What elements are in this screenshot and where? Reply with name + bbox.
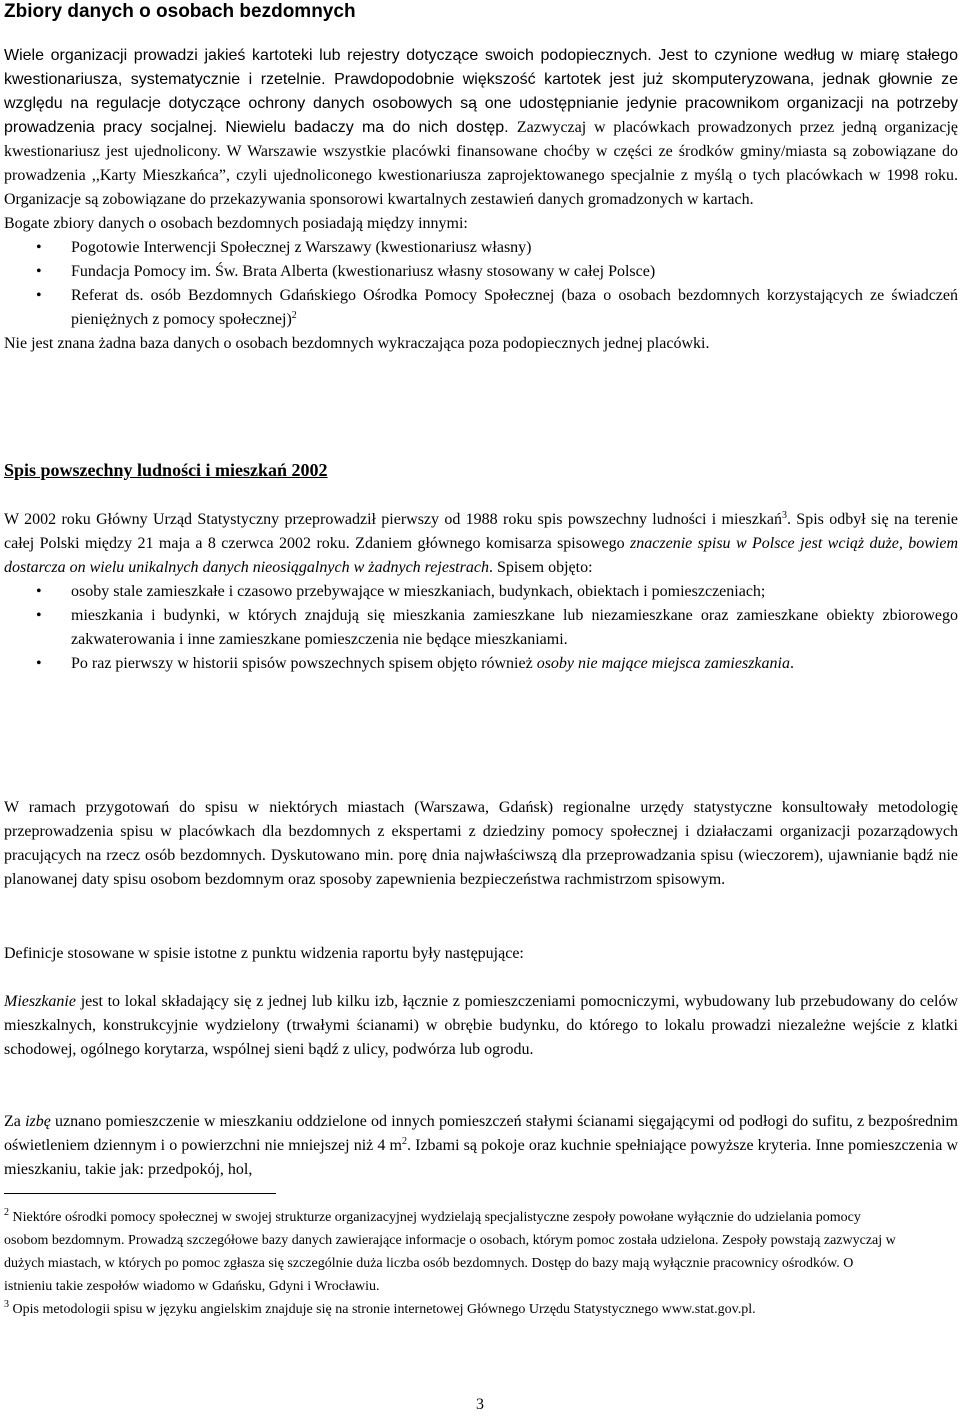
census-scope-list: [4, 580, 958, 676]
data-sources-list: [4, 236, 958, 332]
list-item: • Fundacja Pomocy im. Św. Brata Alberta (kwestionariusz własny stosowany w całej Polsce): [4, 260, 958, 284]
section-title-census: Spis powszechny ludności i mieszkań 2002: [4, 460, 328, 480]
definitions-intro: Definicje stosowane w spisie istotne z punktu widzenia raportu były następujące:: [4, 945, 524, 962]
section2-body: [4, 508, 958, 676]
footnote-divider: [4, 1193, 276, 1194]
footnote-ref: 2: [291, 310, 297, 321]
footnote-2: $^2$ Niektóre ośrodki pomocy społecznej w swojej strukturze organizacyjnej wydzielają specjalistyczne zespoły powołane wyłącznie do udzielania pomocy osobom bezdomnym. Prowadzą szczegółowe bazy danych zawierające informacje o osobach, którym pomoc została udzielona. Zespoły powstają zazwyczaj w dużych miastach, w których po pomoc zgłasza się szczególnie duża liczba osób bezdomnych. Dostęp do bazy mają wyłącznie pracownicy ośrodków. O istnieniu takie zespołów wiadomo w Gdańsku, Gdyni i Wrocławiu.: [4, 1207, 896, 1294]
footnote-3: $^3$ Opis metodologii spisu w języku angielskim znajduje się na stronie internetowej Głównego Urzędu Statystycznego www.stat.gov.pl.: [4, 1299, 756, 1317]
definition-room: Za izbę uznano pomieszczenie w mieszkaniu oddzielone od innych pomieszczeń stałymi ścianami sięgającymi od podłogi do sufitu, z bezpośrednim oświetleniem dziennym i o powierzchni nie mniejszej niż 4 $m^2$. Izbami są pokoje oraz kuchnie spełniające powyższe kryteria. Inne pomieszczenia w mieszkaniu, takie jak: przedpokój, hol,: [4, 1113, 958, 1178]
superscript: 2: [401, 1136, 407, 1147]
footnote-ref: 3: [781, 510, 787, 521]
page-number: 3: [476, 1396, 484, 1413]
list-item: • Referat ds. osób Bezdomnych Gdańskiego Ośrodka Pomocy Społecznej (baza o osobach bezdomnych korzystających ze świadczeń pieniężnych z pomocy społecznej)$^2$: [4, 284, 958, 332]
definition-room-block: [4, 1110, 958, 1182]
census-paragraph: W 2002 roku Główny Urząd Statystyczny przeprowadził pierwszy od 1988 roku spis powszechny ludności i mieszkań$^3$. Spis odbył się na terenie całej Polski między 21 maja a 8 czerwca 2002 roku. Zdaniem głównego komisarza spisowego znaczenie spisu w Polsce jest wciąż duże, bowiem dostarcza on wielu unikalnych danych nieosiągalnych w żadnych rejestrach. Spisem objęto:: [4, 510, 959, 576]
preparation-paragraph: W ramach przygotowań do spisu w niektórych miastach (Warszawa, Gdańsk) regionalne urzędy statystyczne konsultowały metodologię przeprowadzenia spisu w placówkach dla bezdomnych z ekspertami z dziedziny pomocy społecznej i działaczami organizacji pozarządowych pracujących na rzecz osób bezdomnych. Dyskutowano min. porę dnia najwłaściwszą dla przeprowadzania spisu (wieczorem), ujawnianie bądź nie planowanej daty spisu osobom bezdomnym oraz sposoby zapewnienia bezpieczeństwa rachmistrzom spisowym.: [4, 799, 958, 888]
bullet-icon: •: [36, 263, 42, 280]
list-item: • mieszkania i budynki, w których znajdują się mieszkania zamieszkane lub niezamieszkane oraz zamieszkane obiekty zbiorowego zakwaterowania i inne zamieszkane pomieszczenia nie będące mieszkaniami.: [4, 604, 958, 652]
definitions-intro-block: [4, 942, 958, 966]
definition-dwelling: Mieszkanie jest to lokal składający się z jednej lub kilku izb, łącznie z pomieszczeniami pomocniczymi, wybudowany lub przebudowany do celów mieszkalnych, konstrukcyjnie wydzielony (trwałymi ścianami) w obrębie budynku, do którego to lokalu prowadzi niezależne wejście z klatki schodowej, ogólnego korytarza, wspólnej sieni bądź z ulicy, podwórza lub ogrodu.: [4, 993, 958, 1058]
bullet-icon: •: [36, 607, 42, 624]
section1-body: [4, 44, 958, 356]
preparation-paragraph-block: [4, 796, 958, 892]
bullet-icon: •: [36, 583, 42, 600]
list-item: • Po raz pierwszy w historii spisów powszechnych spisem objęto również osoby nie mające miejsca zamieszkania.: [4, 652, 958, 676]
footnotes: [4, 1206, 904, 1321]
bullet-icon: •: [36, 287, 42, 304]
list-item: • Pogotowie Interwencji Społecznej z Warszawy (kwestionariusz własny): [4, 236, 958, 260]
bullet-icon: •: [36, 239, 42, 256]
intro-paragraph: Wiele organizacji prowadzi jakieś kartoteki lub rejestry dotyczące swoich podopiecznych. Jest to czynione według w miarę stałego kwestionariusza, systematycznie i rzetelnie. Prawdopodobnie większość kartotek jest już skomputeryzowana, jednak głownie ze względu na regulacje dotyczące ochrony danych osobowych są one udostępnianie jedynie pracownikom organizacji na potrzeby prowadzenia pracy socjalnej. Niewielu badaczy ma do nich dostęp. Zazwyczaj w placówkach prowadzonych przez jedną organizację kwestionariusz jest ujednolicony. W Warszawie wszystkie placówki finansowane choćby w części ze środków gminy/miasta są zobowiązane do prowadzenia ,,Karty Mieszkańca”, czyli ujednoliconego kwestionariusza zaprojektowanego specjalnie z myślą o tych placówkach w 1998 roku. Organizacje są zobowiązane do przekazywania sponsorowi kwartalnych zestawień danych gromadzonych w kartach.: [4, 47, 958, 208]
section-title-data-collections: Zbiory danych o osobach bezdomnych: [4, 1, 356, 22]
bullet-icon: •: [36, 655, 42, 672]
list-item: • osoby stale zamieszkałe i czasowo przebywające w mieszkaniach, budynkach, obiektach i pomieszczeniach;: [4, 580, 958, 604]
definition-dwelling-block: [4, 990, 958, 1062]
closing-paragraph: Nie jest znana żadna baza danych o osobach bezdomnych wykraczająca poza podopiecznych jednej placówki.: [4, 335, 710, 352]
list-intro: Bogate zbiory danych o osobach bezdomnych posiadają między innymi:: [4, 215, 468, 232]
